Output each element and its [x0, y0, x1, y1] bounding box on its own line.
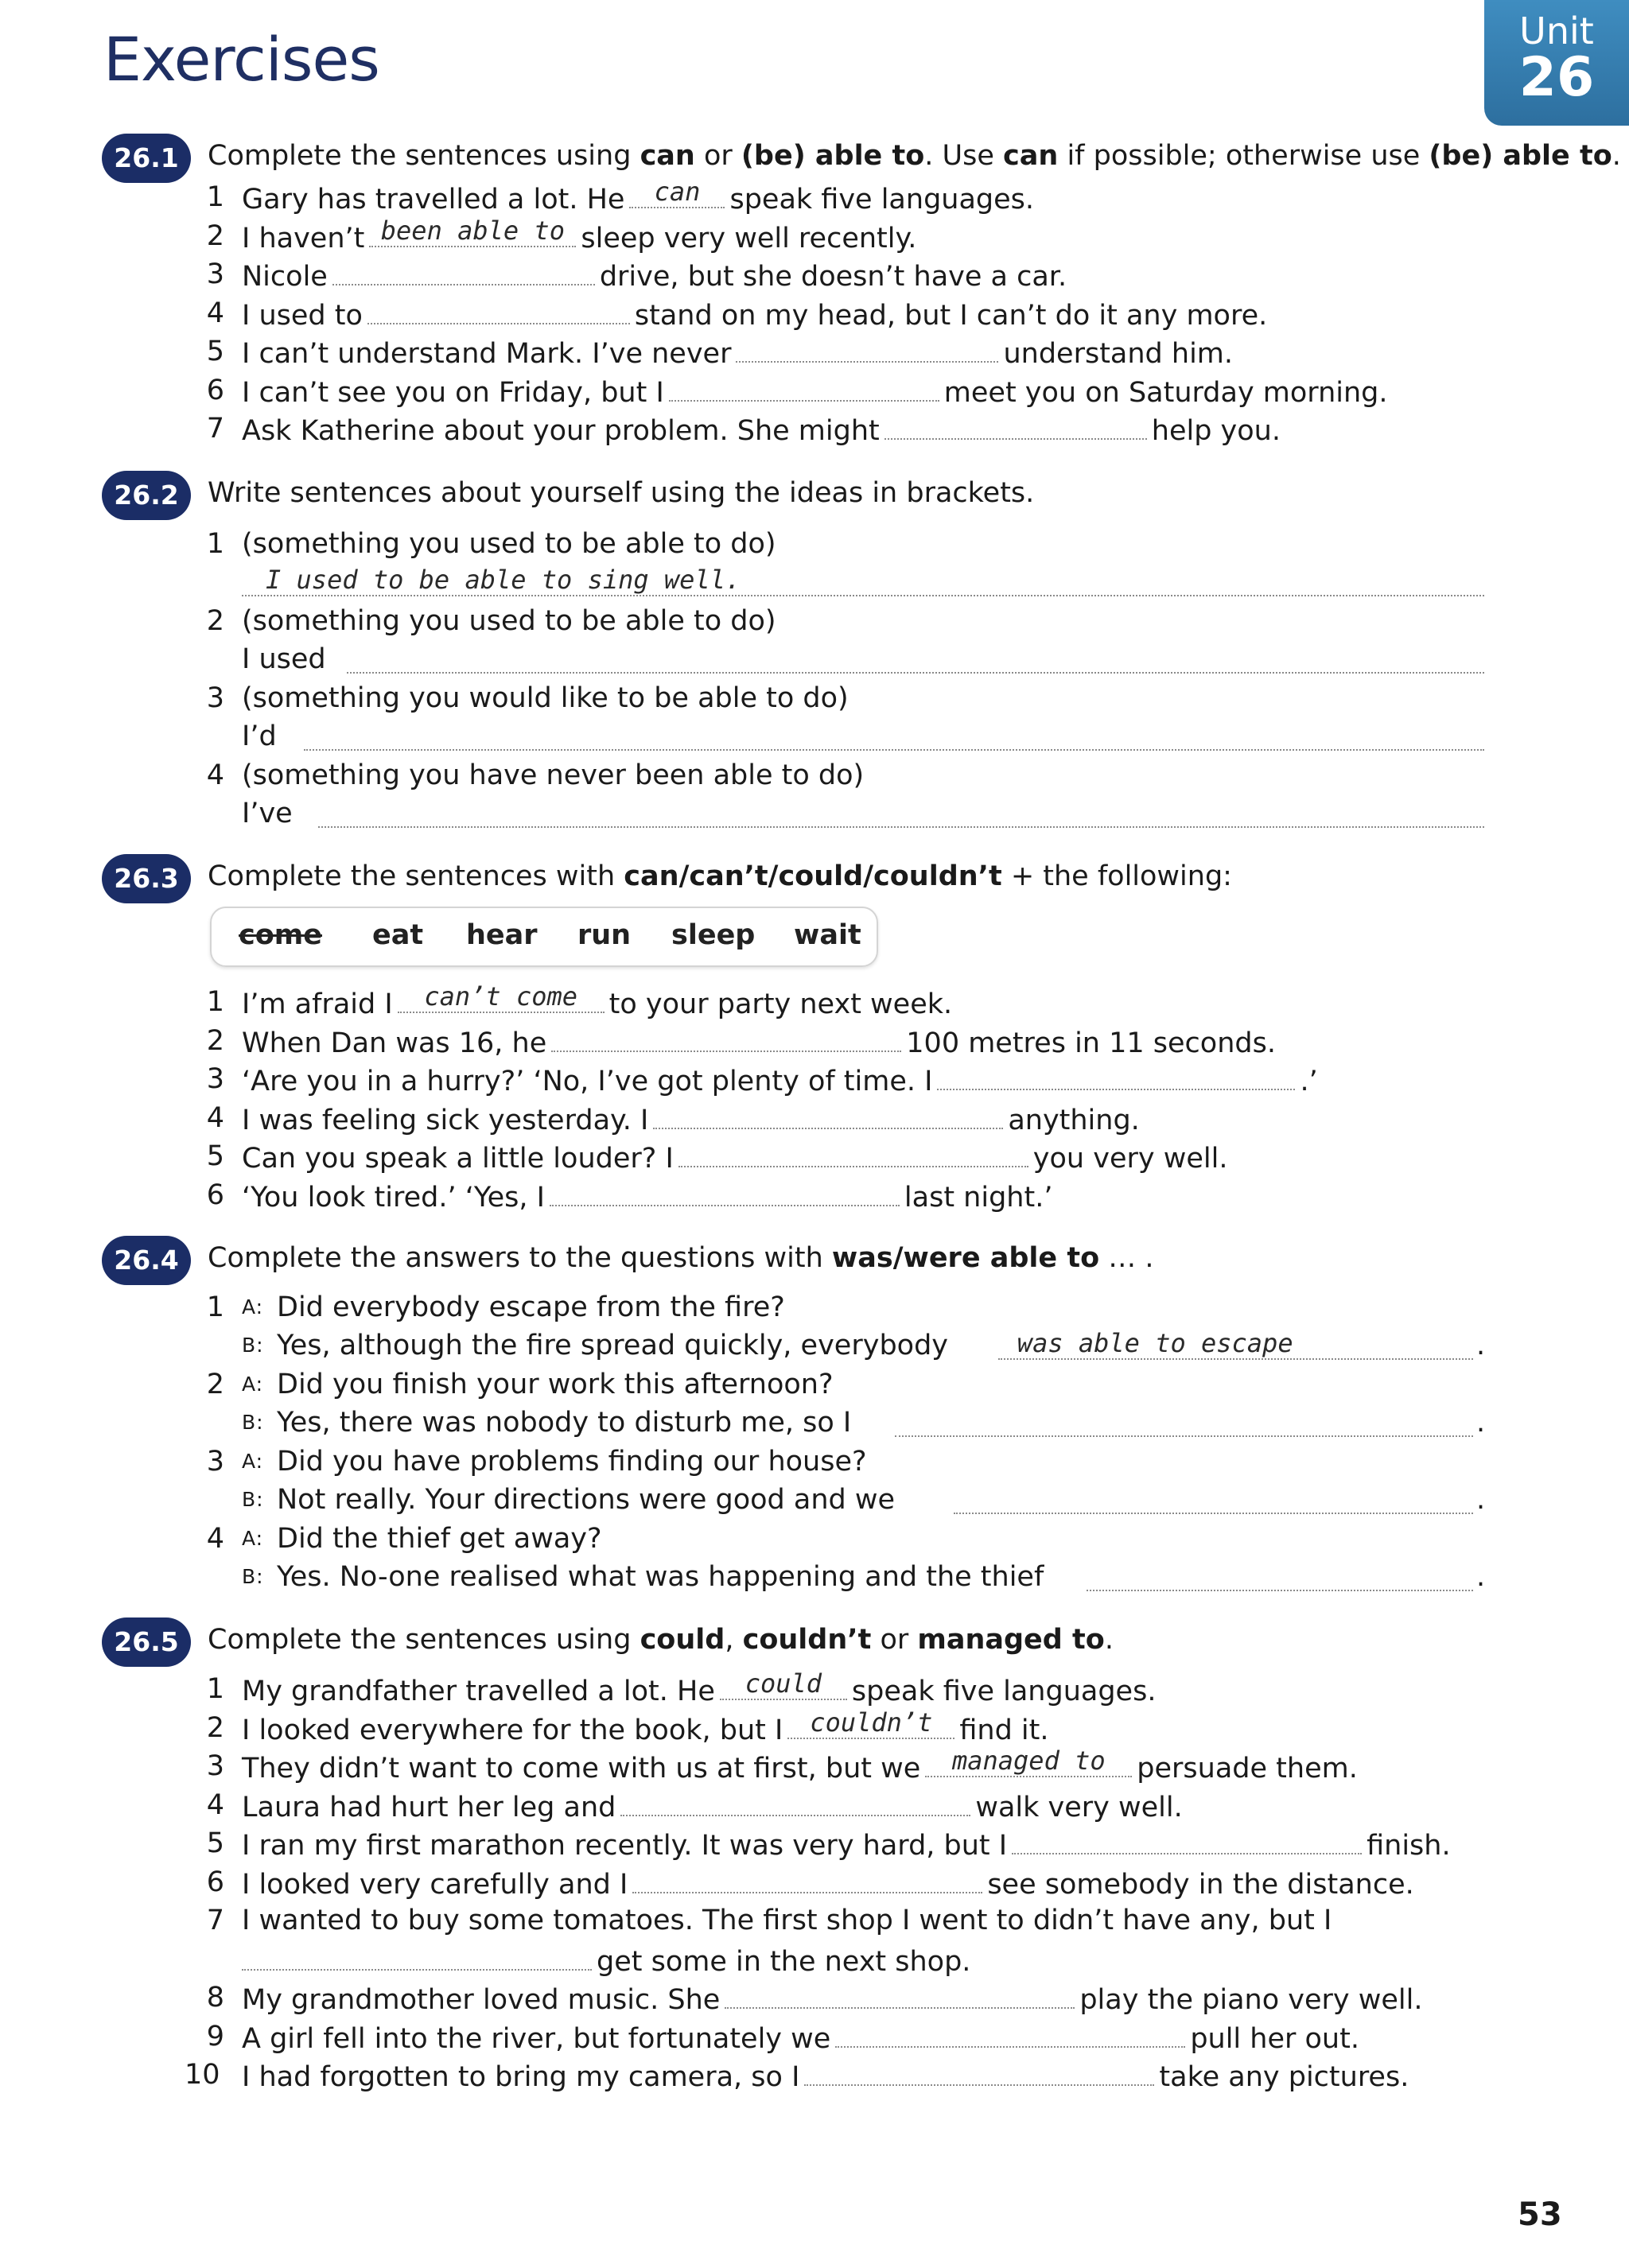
sentence-text: I ran my first marathon recently. It was very hard, but I [242, 1830, 1008, 1862]
sentence-line [242, 2056, 1409, 2094]
sentence-text: Gary has travelled a lot. He [242, 184, 625, 216]
exercise-number-badge: 26.2 [102, 471, 191, 520]
answer-line[interactable] [954, 1513, 1473, 1514]
instruction-keyword: couldn’t [742, 1624, 872, 1656]
sentence-text: meet you on Saturday morning. [943, 376, 1388, 409]
sentence-line [242, 1940, 970, 1979]
sentence-line [242, 1747, 1358, 1785]
prompt-text: (something you would like to be able to do) [242, 682, 849, 714]
exercise-header-26-3 [102, 854, 1534, 905]
item-number: 6 [206, 374, 224, 406]
sentence-line [242, 1022, 1276, 1060]
answer-blank[interactable] [678, 1137, 1028, 1167]
question-text: Did you finish your work this afternoon? [277, 1369, 834, 1400]
item-number: 9 [206, 2020, 224, 2052]
item-number: 2 [206, 1711, 224, 1744]
exercise-header-26-5 [102, 1618, 1534, 1668]
handwritten-answer: could [745, 1668, 822, 1699]
sentence-text: I had forgotten to bring my camera, so I [242, 2061, 800, 2093]
instruction-text: Complete the sentences with [208, 860, 624, 892]
speaker-a-label: A: [242, 1295, 264, 1318]
sentence-line [242, 1824, 1451, 1862]
sentence-end: . [1476, 1330, 1486, 1361]
exercise-header-26-4 [102, 1236, 1534, 1287]
sentence-text: I haven’t [242, 222, 365, 254]
page-number: 53 [1518, 2196, 1562, 2233]
sentence-line [242, 1979, 1422, 2017]
item-number: 1 [206, 1291, 224, 1323]
exercise-number-badge: 26.1 [102, 134, 191, 183]
sentence-text: When Dan was 16, he [242, 1027, 547, 1059]
item-number: 1 [206, 181, 224, 213]
sentence-line [242, 217, 916, 255]
sentence-text: see somebody in the distance. [987, 1868, 1414, 1901]
exercise-instruction [208, 1624, 1114, 1656]
handwritten-answer: can’t come [424, 981, 577, 1012]
sentence-line [242, 1901, 1332, 1940]
word-option-eat: eat [372, 919, 424, 951]
answer-blank[interactable] [884, 410, 1147, 440]
answer-blank[interactable] [632, 1863, 982, 1893]
sentence-line [242, 1863, 1414, 1901]
sentence-line [242, 2018, 1359, 2056]
speaker-a-label: A: [242, 1373, 264, 1396]
sentence-start: I used [242, 643, 326, 675]
answer-blank[interactable] [332, 255, 595, 285]
word-option-run: run [577, 919, 632, 951]
instruction-keyword: (be) able to [1429, 140, 1612, 172]
sentence-text: A girl fell into the river, but fortunately we [242, 2022, 831, 2055]
speaker-a-label: A: [242, 1527, 264, 1550]
prompt-text: (something you used to be able to do) [242, 605, 776, 637]
item-number: 4 [206, 297, 224, 329]
item-number: 2 [206, 1369, 224, 1400]
sentence-text: My grandfather travelled a lot. He [242, 1676, 715, 1707]
handwritten-answer: can [654, 177, 701, 207]
item-number: 4 [206, 1101, 224, 1134]
answer-blank[interactable] [367, 294, 630, 324]
item-number: 3 [206, 1750, 224, 1782]
sentence-text: Laura had hurt her leg and [242, 1791, 616, 1823]
speaker-b-label: B: [242, 1411, 264, 1434]
answer-blank[interactable] [242, 1940, 592, 1971]
answer-blank[interactable] [551, 1022, 901, 1052]
answer-line[interactable] [347, 672, 1484, 674]
sentence-text: speak five languages. [729, 184, 1035, 216]
prompt-text: (something you used to be able to do) [242, 528, 776, 560]
answer-blank[interactable] [398, 983, 605, 1013]
sentence-text: walk very well. [975, 1791, 1183, 1823]
sentence-line [242, 1137, 1227, 1175]
sentence-text: finish. [1367, 1830, 1451, 1862]
word-option-come: come [239, 919, 322, 951]
sentence-line [242, 1709, 1049, 1747]
item-number: 8 [206, 1982, 224, 2014]
prompt-text: (something you have never been able to do) [242, 759, 865, 791]
answer-blank[interactable] [725, 1979, 1075, 2009]
sentence-text: I looked very carefully and I [242, 1868, 628, 1901]
exercise-instruction [208, 1242, 1154, 1274]
exercise-instruction [208, 140, 1621, 172]
sentence-line [242, 1060, 1318, 1098]
sentence-line [242, 1176, 1052, 1214]
instruction-keyword: could [640, 1624, 725, 1656]
sentence-line [242, 178, 1034, 216]
instruction-keyword: (be) able to [741, 140, 925, 172]
answer-line[interactable] [304, 749, 1484, 751]
handwritten-answer: been able to [380, 215, 565, 246]
sentence-end: . [1476, 1484, 1486, 1516]
item-number: 4 [206, 1788, 224, 1821]
sentence-text: help you. [1151, 415, 1281, 447]
sentence-text: Yes. No-one realised what was happening and the thief [277, 1561, 1044, 1593]
sentence-text: take any pictures. [1159, 2061, 1409, 2093]
item-number: 3 [206, 1063, 224, 1095]
speaker-b-label: B: [242, 1565, 264, 1588]
sentence-text: to your party next week. [608, 988, 953, 1020]
unit-label: Unit [1519, 10, 1594, 52]
item-number: 5 [206, 1827, 224, 1859]
answer-sentence [277, 1326, 948, 1365]
item-number: 1 [206, 986, 224, 1018]
exercise-header-26-2 [102, 471, 1534, 522]
instruction-text: or [694, 140, 741, 172]
handwritten-answer: I used to be able to sing well. [266, 565, 741, 595]
sentence-line [242, 1099, 1140, 1137]
item-number: 1 [206, 1673, 224, 1705]
item-number: 4 [206, 759, 224, 791]
instruction-keyword: can [640, 140, 695, 172]
instruction-text: . [1104, 1624, 1114, 1656]
answer-sentence [277, 1404, 851, 1442]
sentence-start: I’d [242, 720, 277, 752]
sentence-text: find it. [959, 1714, 1049, 1746]
handwritten-answer: managed to [951, 1746, 1106, 1776]
sentence-text: ‘You look tired.’ ‘Yes, I [242, 1181, 545, 1214]
item-number: 3 [206, 258, 224, 290]
sentence-line [242, 294, 1267, 332]
answer-blank[interactable] [550, 1176, 900, 1206]
item-number: 6 [206, 1179, 224, 1211]
answer-blank[interactable] [804, 2056, 1154, 2086]
sentence-end: . [1476, 1561, 1486, 1593]
sentence-text: Ask Katherine about your problem. She might [242, 415, 880, 447]
word-option-sleep: sleep [671, 919, 756, 951]
sentence-text: I used to [242, 299, 363, 332]
instruction-keyword: can [1003, 140, 1059, 172]
unit-number: 26 [1518, 46, 1595, 109]
sentence-text: I was feeling sick yesterday. I [242, 1104, 649, 1136]
item-number: 3 [206, 1446, 224, 1478]
answer-line[interactable] [998, 1358, 1473, 1360]
page-title: Exercises [103, 24, 379, 95]
instruction-text: . [1612, 140, 1621, 172]
sentence-line [242, 332, 1233, 371]
sentence-line [242, 1670, 1156, 1708]
instruction-text: + the following: [1001, 860, 1232, 892]
exercise-number-badge: 26.3 [102, 854, 191, 903]
sentence-text: Yes, there was nobody to disturb me, so I [277, 1407, 852, 1439]
answer-blank[interactable] [787, 1709, 954, 1739]
exercise-instruction [208, 860, 1232, 892]
answer-line[interactable] [895, 1435, 1473, 1437]
answer-line[interactable] [242, 595, 1484, 596]
answer-line[interactable] [318, 826, 1484, 828]
instruction-text: , [725, 1624, 743, 1656]
instruction-text: Complete the answers to the questions with [208, 1242, 832, 1274]
unit-tab [1484, 0, 1629, 126]
item-number: 1 [206, 528, 224, 560]
instruction-keyword: can/can’t/could/couldn’t [624, 860, 1002, 892]
instruction-keyword: managed to [917, 1624, 1105, 1656]
item-number: 2 [206, 605, 224, 637]
word-option-hear: hear [466, 919, 538, 951]
sentence-text: I’m afraid I [242, 988, 393, 1020]
sentence-line [242, 371, 1388, 410]
word-option-wait: wait [794, 919, 861, 951]
instruction-keyword: was/were able to [831, 1242, 1100, 1274]
sentence-text: anything. [1008, 1104, 1140, 1136]
sentence-text: My grandmother loved music. She [242, 1984, 721, 2016]
instruction-text: Complete the sentences using [208, 140, 640, 172]
item-number: 2 [206, 1024, 224, 1057]
answer-blank[interactable] [629, 178, 725, 208]
sentence-line [242, 983, 952, 1021]
answer-line[interactable] [1087, 1590, 1473, 1591]
answer-blank[interactable] [835, 2018, 1185, 2048]
answer-sentence [277, 1558, 1044, 1596]
answer-blank[interactable] [620, 1786, 970, 1816]
answer-blank[interactable] [720, 1670, 847, 1700]
sentence-text: get some in the next shop. [597, 1945, 971, 1978]
speaker-a-label: A: [242, 1450, 264, 1473]
speaker-b-label: B: [242, 1334, 264, 1357]
sentence-end: . [1476, 1407, 1486, 1439]
answer-blank[interactable] [937, 1060, 1295, 1090]
exercise-number-badge: 26.4 [102, 1236, 191, 1285]
item-number: 4 [206, 1523, 224, 1555]
item-number: 2 [206, 219, 224, 252]
answer-blank[interactable] [653, 1099, 1003, 1129]
answer-sentence [277, 1481, 895, 1519]
answer-blank[interactable] [1012, 1824, 1362, 1854]
question-text: Did you have problems finding our house? [277, 1446, 867, 1478]
instruction-text: or [871, 1624, 918, 1656]
sentence-line [242, 410, 1281, 448]
answer-blank[interactable] [925, 1747, 1132, 1777]
sentence-text: I wanted to buy some tomatoes. The first shop I went to didn’t have any, but I [242, 1905, 1332, 1936]
sentence-text: last night.’ [904, 1181, 1053, 1214]
instruction-text: Write sentences about yourself using the ideas in brackets. [208, 477, 1035, 509]
item-number: 7 [206, 1905, 224, 1936]
sentence-text: speak five languages. [851, 1676, 1157, 1707]
question-text: Did the thief get away? [277, 1523, 602, 1555]
sentence-text: sleep very well recently. [581, 222, 917, 254]
sentence-text: persuade them. [1137, 1753, 1358, 1784]
sentence-line [242, 1786, 1183, 1824]
instruction-text: Complete the sentences using [208, 1624, 640, 1656]
item-number: 7 [206, 413, 224, 445]
sentence-text: drive, but she doesn’t have a car. [599, 261, 1067, 293]
sentence-text: pull her out. [1190, 2022, 1359, 2055]
sentence-text: stand on my head, but I can’t do it any more. [634, 299, 1268, 332]
sentence-text: Not really. Your directions were good and we [277, 1484, 896, 1516]
item-number: 10 [185, 2059, 220, 2091]
sentence-text: 100 metres in 11 seconds. [906, 1027, 1276, 1059]
sentence-text: play the piano very well. [1079, 1984, 1423, 2016]
sentence-text: Yes, although the fire spread quickly, everybody [277, 1330, 948, 1361]
sentence-text: .’ [1300, 1066, 1318, 1097]
exercise-number-badge: 26.5 [102, 1618, 191, 1667]
answer-blank[interactable] [669, 371, 939, 402]
sentence-line [242, 255, 1067, 293]
item-number: 5 [206, 336, 224, 367]
answer-blank[interactable] [369, 217, 576, 247]
handwritten-answer: was able to escape [1017, 1328, 1293, 1358]
item-number: 6 [206, 1866, 224, 1898]
sentence-text: I can’t understand Mark. I’ve never [242, 338, 732, 370]
exercise-header-26-1 [102, 134, 1621, 184]
instruction-text: if possible; otherwise use [1058, 140, 1429, 172]
sentence-text: understand him. [1003, 338, 1234, 370]
answer-blank[interactable] [736, 332, 998, 363]
sentence-text: Nicole [242, 261, 328, 293]
sentence-text: you very well. [1032, 1143, 1228, 1175]
sentence-start: I’ve [242, 798, 293, 829]
instruction-text: . Use [924, 140, 1004, 172]
item-number: 3 [206, 682, 224, 714]
exercise-instruction [208, 477, 1034, 509]
item-number: 5 [206, 1140, 224, 1172]
sentence-text: Can you speak a little louder? I [242, 1143, 674, 1175]
sentence-text: I looked everywhere for the book, but I [242, 1714, 783, 1746]
sentence-text: ‘Are you in a hurry?’ ‘No, I’ve got plenty of time. I [242, 1066, 933, 1097]
speaker-b-label: B: [242, 1488, 264, 1511]
question-text: Did everybody escape from the fire? [277, 1291, 785, 1323]
sentence-text: They didn’t want to come with us at first, but we [242, 1753, 921, 1784]
word-box [210, 907, 878, 967]
handwritten-answer: couldn’t [810, 1707, 933, 1738]
instruction-text: … . [1099, 1242, 1154, 1274]
sentence-text: I can’t see you on Friday, but I [242, 376, 664, 409]
